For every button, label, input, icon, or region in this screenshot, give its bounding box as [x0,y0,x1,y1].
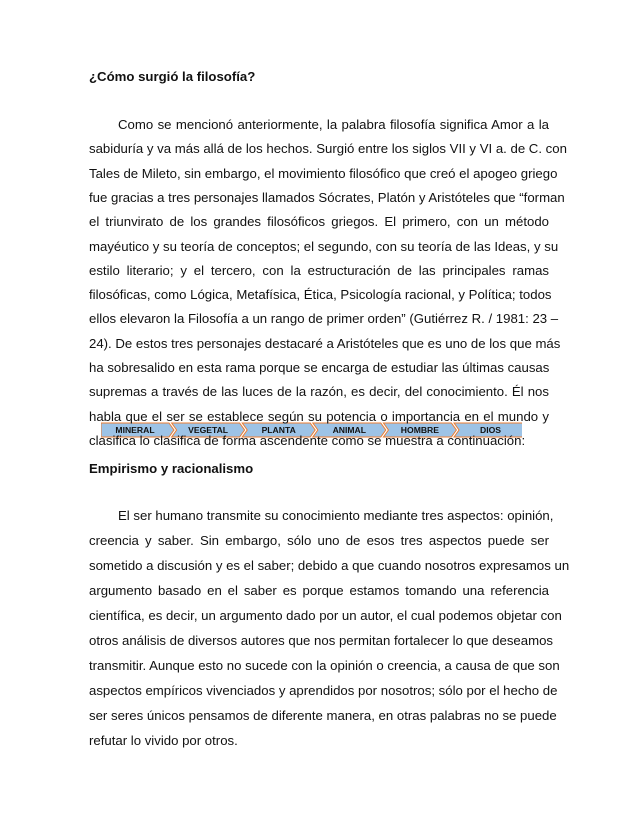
paragraph-line: ser seres únicos pensamos de diferente manera, en otras palabras no se puede [89,708,557,723]
paragraph-line: creencia y saber. Sin embargo, sólo uno de esos tres aspectos puede ser [89,533,549,548]
paragraph-line: clasifica lo clasifica de forma ascendente como se muestra a continuación: [89,432,526,448]
paragraph-line: aspectos empíricos vivenciados y aprendidos por nosotros; sólo por el hecho de [89,683,558,698]
paragraph-line: fue gracias a tres personajes llamados Sócrates, Platón y Aristóteles que “forman [89,189,565,205]
paragraph-line: Tales de Mileto, sin embargo, el movimiento filosófico que creó el apogeo griego [89,165,558,181]
chevron-label: PLANTA [261,425,296,435]
paragraph-line: El ser humano transmite su conocimiento mediante tres aspectos: opinión, [118,508,554,523]
paragraph-line: Como se mencionó anteriormente, la palabra filosofía significa Amor a la [118,117,549,132]
paragraph-line: ha sobresalido en esta rama porque se encarga de estudiar las últimas causas [89,360,550,375]
paragraph-line: supremas a través de las luces de la razón, es decir, del conocimiento. Él nos [89,384,549,400]
paragraph-line: argumento basado en el saber es porque estamos tomando una referencia [89,583,549,598]
paragraph-line: sometido a discusión y es el saber; debido a que cuando nosotros expresamos un [89,558,570,573]
chevron-label: DIOS [479,425,502,435]
paragraph-line: transmitir. Aunque esto no sucede con la opinión o creencia, a causa de que son [89,658,560,673]
section-heading-empiricism: Empirismo y racionalismo [89,461,254,476]
chevron-label: ANIMAL [332,425,367,435]
paragraph-line: estilo literario; y el tercero, con la estructuración de las principales ramas [89,262,549,278]
paragraph-line: habla que el ser se establece según su potencia o importancia en el mundo y [89,408,549,424]
paragraph-line: científica, es decir, un argumento dado por un autor, el cual podemos objetar con [89,608,562,623]
chevron-label: VEGETAL [188,425,229,435]
paragraph-line: ellos elevaron la Filosofía a un rango de primer orden” (Gutiérrez R. / 1981: 23 – [89,311,559,327]
chevron-label: MINERAL [115,425,155,435]
chevron-label: HOMBRE [400,425,440,435]
section-heading-origin: ¿Cómo surgió la filosofía? [89,69,256,84]
paragraph-line: el triunvirato de los grandes filosóficos griegos. El primero, con un método [89,214,549,230]
paragraph-line: filosóficas, como Lógica, Metafísica, Ética, Psicología racional, y Política; todos [89,287,552,303]
paragraph-line: mayéutico y su teoría de conceptos; el segundo, con su teoría de las Ideas, y su [89,238,559,254]
paragraph-line: refutar lo vivido por otros. [89,733,238,748]
paragraph-line: 24). De estos tres personajes destacaré a Aristóteles que es uno de los que más [89,335,561,351]
paragraph-line: sabiduría y va más allá de los hechos. Surgió entre los siglos VII y VI a. de C. con [89,141,567,157]
paragraph-line: otros análisis de diversos autores que nos permitan fortalecer lo que deseamos [89,633,554,648]
